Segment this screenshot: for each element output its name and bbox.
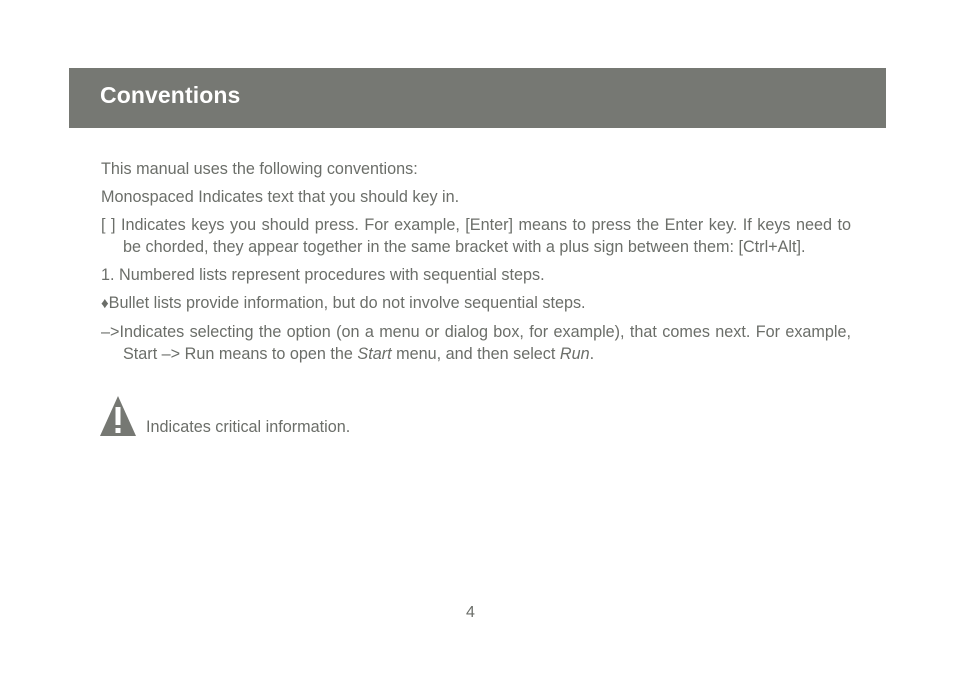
arrow-convention-text-1: –>Indicates selecting the option (on a menu or dialog box, for example), that comes next. For example, Start –> Run means to open the (101, 323, 851, 363)
brackets-convention: [ ] Indicates keys you should press. For example, [Enter] means to press the Enter key. If keys need to be chorded, they appear together in the same bracket with a plus sign between them: [Ctrl+Alt]. (101, 216, 851, 256)
intro-paragraph: This manual uses the following conventions: (101, 160, 418, 178)
arrow-convention-run: Run (559, 345, 590, 363)
page-number: 4 (466, 604, 475, 621)
arrow-convention-text-2: menu, and then select (391, 345, 560, 363)
warning-triangle-icon (100, 396, 136, 436)
bullet-list-convention (101, 292, 851, 315)
section-header-bar (69, 68, 886, 128)
section-title: Conventions (100, 82, 241, 108)
numbered-list-convention: 1. Numbered lists represent procedures with sequential steps. (101, 266, 545, 284)
monospaced-convention: Monospaced Indicates text that you should key in. (101, 188, 460, 206)
warning-text: Indicates critical information. (146, 418, 351, 436)
arrow-convention-start: Start (357, 345, 392, 363)
arrow-convention (101, 321, 851, 365)
diamond-bullet-icon: ♦ (101, 295, 109, 312)
warning-note (100, 396, 350, 436)
arrow-convention-end: . (589, 345, 595, 363)
conventions-content (101, 158, 851, 371)
bullet-list-text: Bullet lists provide information, but do not involve sequential steps. (108, 294, 586, 312)
